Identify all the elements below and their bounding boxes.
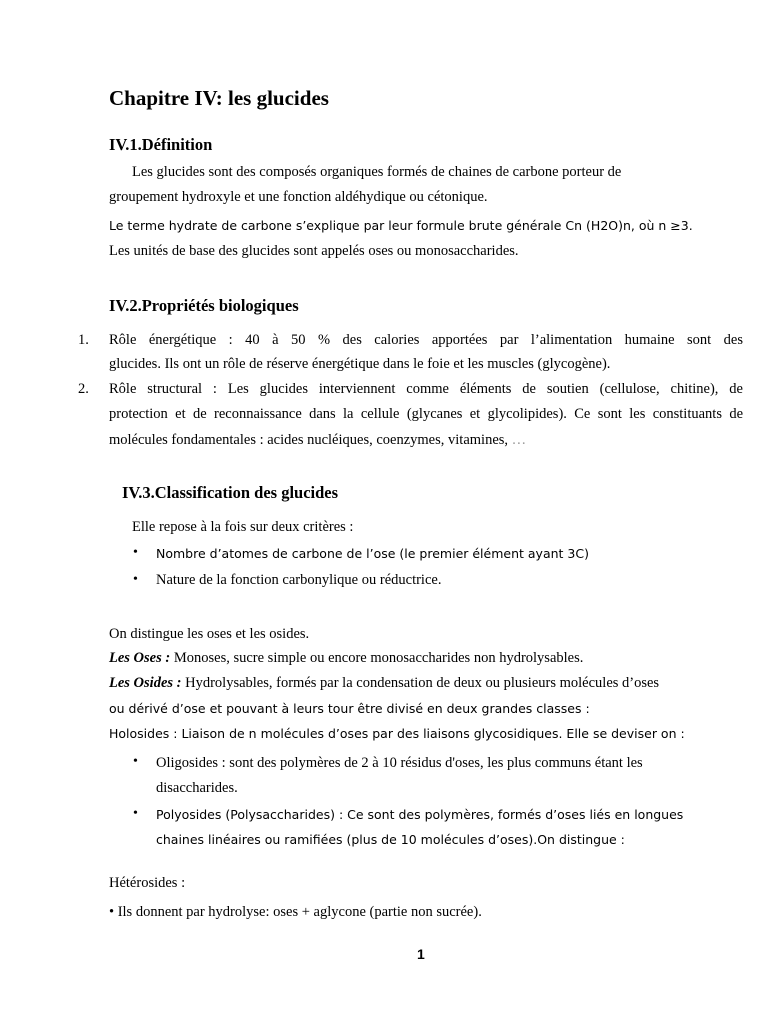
polyosides-line-1: Polyosides (Polysaccharides) : Ce sont des polymères, formés d’oses liés en longues: [156, 807, 684, 822]
page-number: 1: [417, 946, 425, 962]
role-structural-line-1: Rôle structural : Les glucides interviennent comme éléments de soutien (cellulose, chitine), de: [109, 381, 743, 397]
base-units-line: Les unités de base des glucides sont appelés oses ou monosaccharides.: [109, 243, 519, 259]
criteria-intro: Elle repose à la fois sur deux critères :: [132, 519, 354, 535]
bullet-icon: •: [133, 806, 138, 821]
page-title: Chapitre IV: les glucides: [109, 86, 329, 110]
role-energetique-line-1: Rôle énergétique : 40 à 50 % des calories apportées par l’alimentation humaine sont des: [109, 332, 743, 348]
definition-line-2: groupement hydroxyle et une fonction aldéhydique ou cétonique.: [109, 189, 488, 205]
role-energetique-line-2: glucides. Ils ont un rôle de réserve énergétique dans le foie et les muscles (glycogène).: [109, 356, 611, 372]
holosides-line: Holosides : Liaison de n molécules d’oses par des liaisons glycosidiques. Elle se deviser on :: [109, 726, 685, 741]
osides-text: Hydrolysables, formés par la condensation de deux ou plusieurs molécules d’oses: [181, 675, 660, 691]
list-number-2: 2.: [78, 381, 89, 397]
osides-line-2: ou dérivé d’ose et pouvant à leurs tour être divisé en deux grandes classes :: [109, 701, 590, 716]
role-structural-line-3: [109, 430, 526, 450]
bullet-icon: •: [133, 572, 138, 587]
section-heading-proprietes: IV.2.Propriétés biologiques: [109, 296, 299, 315]
heterosides-item: • Ils donnent par hydrolyse: oses + aglycone (partie non sucrée).: [109, 904, 482, 920]
osides-definition: [109, 673, 659, 693]
bullet-icon: •: [133, 545, 138, 560]
section-heading-definition: IV.1.Définition: [109, 135, 213, 154]
oses-label: Les Oses :: [109, 650, 171, 666]
hydrate-carbone-line: Le terme hydrate de carbone s’explique par leur formule brute générale Cn (H2O)n, où n ≥3.: [109, 218, 693, 233]
heterosides-heading: Hétérosides :: [109, 875, 186, 891]
bullet-icon: •: [133, 754, 138, 769]
polyosides-line-2: chaines linéaires ou ramifiées (plus de 10 molécules d’oses).On distingue :: [156, 832, 625, 847]
oses-text: Monoses, sucre simple ou encore monosaccharides non hydrolysables.: [170, 650, 584, 666]
osides-label: Les Osides :: [109, 675, 182, 691]
criteria-item-2: Nature de la fonction carbonylique ou réductrice.: [156, 572, 442, 588]
oligosides-line-1: Oligosides : sont des polymères de 2 à 10 résidus d'oses, les plus communs étant les: [156, 755, 643, 771]
ellipsis: …: [511, 432, 527, 448]
role-structural-line-2: protection et de reconnaissance dans la cellule (glycanes et glycolipides). Ce sont les constituants de: [109, 406, 743, 422]
list-number-1: 1.: [78, 332, 89, 348]
criteria-item-1: Nombre d’atomes de carbone de l’ose (le premier élément ayant 3C): [156, 546, 589, 561]
definition-line-1: Les glucides sont des composés organiques formés de chaines de carbone porteur de: [132, 164, 622, 180]
oligosides-line-2: disaccharides.: [156, 780, 238, 796]
role-structural-text: molécules fondamentales : acides nucléiques, coenzymes, vitamines,: [109, 432, 509, 448]
section-heading-classification: IV.3.Classification des glucides: [122, 483, 339, 502]
oses-osides-intro: On distingue les oses et les osides.: [109, 626, 310, 642]
oses-definition: [109, 648, 583, 668]
